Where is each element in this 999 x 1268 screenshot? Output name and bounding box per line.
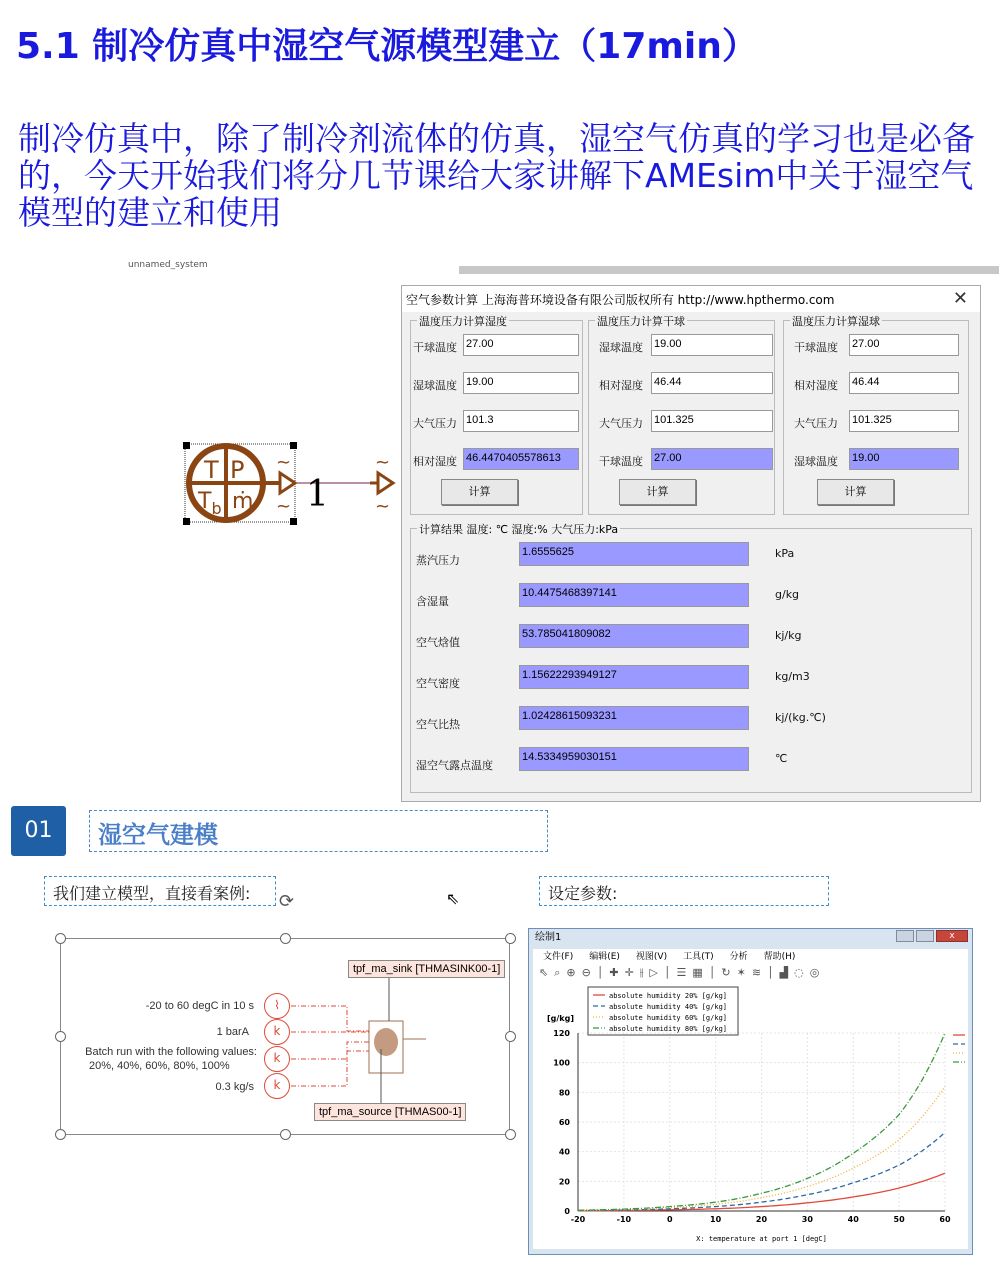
field-input[interactable]: 19.00 <box>849 448 959 470</box>
icon-letter-t: T <box>204 456 219 484</box>
tilde-icon: ~ <box>375 496 391 517</box>
field-input[interactable]: 19.00 <box>651 334 773 356</box>
field-label: 湿球温度 <box>599 341 643 354</box>
y-tick-label: 120 <box>553 1029 570 1038</box>
pressure-label: 1 barA <box>216 1026 249 1038</box>
field-input[interactable]: 101.325 <box>651 410 773 432</box>
selection-handle[interactable] <box>290 518 297 525</box>
field-label: 湿球温度 <box>794 455 838 468</box>
constant-k-2[interactable]: k <box>264 1046 290 1072</box>
result-label: 空气密度 <box>416 677 460 690</box>
maximize-button[interactable] <box>916 930 934 942</box>
result-label: 空气比热 <box>416 718 460 731</box>
tilde-icon: ~ <box>276 496 292 517</box>
result-label: 湿空气露点温度 <box>416 759 493 772</box>
port-arrow-icon <box>378 473 393 493</box>
dialog-title: 空气参数计算 上海海普环境设备有限公司版权所有 http://www.hpthermo.com <box>406 293 835 307</box>
calculate-button[interactable]: 计算 <box>441 479 518 505</box>
temp-ramp-label: -20 to 60 degC in 10 s <box>145 1000 254 1012</box>
minimize-button[interactable] <box>896 930 914 942</box>
x-tick-label: 40 <box>847 1215 859 1224</box>
result-unit: kj/kg <box>775 629 802 642</box>
y-tick-label: 40 <box>558 1147 570 1157</box>
field-label: 干球温度 <box>794 341 838 354</box>
legend-entry: absolute humidity 80% [g/kg] <box>609 1025 728 1033</box>
field-input[interactable]: 27.00 <box>651 448 773 470</box>
menu-item[interactable]: 帮助(H) <box>763 952 796 962</box>
cursor-icon: ⇖ <box>446 889 460 908</box>
result-value[interactable]: 1.15622293949127 <box>519 665 749 689</box>
x-tick-label: -10 <box>616 1215 632 1224</box>
result-label: 空气焓值 <box>416 636 460 649</box>
result-label: 含湿量 <box>416 595 449 608</box>
x-axis-label: X: temperature at port 1 [degC] <box>696 1235 827 1243</box>
batch-values: 20%, 40%, 60%, 80%, 100% <box>89 1060 230 1072</box>
field-input[interactable]: 101.325 <box>849 410 959 432</box>
menu-item[interactable]: 视图(V) <box>635 952 668 962</box>
result-unit: g/kg <box>775 588 800 601</box>
group-title: 温度压力计算干球 <box>597 315 685 328</box>
sink-tag[interactable]: tpf_ma_sink [THMASINK00-1] <box>348 960 505 978</box>
icon-letter-p: P <box>230 456 245 484</box>
massflow-label: 0.3 kg/s <box>215 1081 254 1093</box>
selection-handle[interactable] <box>183 442 190 449</box>
legend-entry: absolute humidity 60% [g/kg] <box>609 1014 728 1022</box>
result-value[interactable]: 53.785041809082 <box>519 624 749 648</box>
result-unit: ℃ <box>775 752 788 765</box>
humidity-chart <box>533 983 968 1249</box>
field-label: 湿球温度 <box>413 379 457 392</box>
menu-item[interactable]: 工具(T) <box>683 952 714 962</box>
menu-item[interactable]: 文件(F) <box>543 952 574 962</box>
x-tick-label: 50 <box>893 1215 905 1224</box>
system-name: unnamed_system <box>128 260 208 270</box>
y-axis-label: [g/kg] <box>547 1014 575 1023</box>
field-input[interactable]: 46.44 <box>651 372 773 394</box>
x-tick-label: 60 <box>939 1215 951 1224</box>
field-input[interactable]: 27.00 <box>849 334 959 356</box>
calculate-button[interactable]: 计算 <box>817 479 894 505</box>
field-label: 大气压力 <box>599 417 643 430</box>
x-tick-label: 10 <box>710 1215 722 1224</box>
icon-letter-tb: $T_b$ <box>198 489 222 518</box>
constant-k-1[interactable]: k <box>264 1019 290 1045</box>
group-0 <box>410 315 583 515</box>
moist-air-source-component[interactable] <box>180 440 405 530</box>
batch-label: Batch run with the following values: <box>85 1046 257 1058</box>
field-label: 相对湿度 <box>794 379 838 392</box>
group-1 <box>588 315 775 515</box>
field-label: 相对湿度 <box>599 379 643 392</box>
field-input[interactable]: 46.44 <box>849 372 959 394</box>
field-label: 干球温度 <box>413 341 457 354</box>
x-tick-label: -20 <box>570 1215 586 1224</box>
legend-entry: absolute humidity 40% [g/kg] <box>609 1003 728 1011</box>
field-label: 相对湿度 <box>413 455 457 468</box>
cloud-icon <box>374 1028 398 1056</box>
group-title: 温度压力计算湿球 <box>792 315 880 328</box>
field-input[interactable]: 19.00 <box>463 372 579 394</box>
constant-k-3[interactable]: k <box>264 1073 290 1099</box>
plot-window <box>528 928 973 1255</box>
section-title: 湿空气建模 <box>89 810 548 852</box>
x-tick-label: 0 <box>666 1215 673 1224</box>
result-label: 蒸汽压力 <box>416 554 460 567</box>
result-unit: kPa <box>775 547 795 560</box>
intro-text: 制冷仿真中，除了制冷剂流体的仿真，湿空气仿真的学习也是必备的，今天开始我们将分几节课给大家讲解下AMEsim中关于湿空气模型的建立和使用 <box>18 119 975 232</box>
air-parameter-dialog <box>401 285 981 802</box>
x-tick-label: 20 <box>755 1215 768 1224</box>
plot-toolbar[interactable]: ⇖⌕⊕⊖│✚✛⫲▷│☰▦│↻✶≋│▟◌◎ <box>539 966 826 979</box>
rotate-handle-icon[interactable]: ⟳ <box>279 891 295 912</box>
component-number: 1 <box>306 474 329 515</box>
result-value[interactable]: 1.6555625 <box>519 542 749 566</box>
field-label: 大气压力 <box>794 417 838 430</box>
results-group <box>410 523 972 793</box>
plot-window-title: 绘制1 <box>535 932 562 943</box>
ramp-signal-icon[interactable]: ⌇ <box>264 993 290 1019</box>
calculate-button[interactable]: 计算 <box>619 479 696 505</box>
selection-handle[interactable] <box>290 442 297 449</box>
field-input[interactable]: 27.00 <box>463 334 579 356</box>
divider <box>459 266 999 274</box>
model-diagram[interactable] <box>60 938 510 1135</box>
source-tag[interactable]: tpf_ma_source [THMAS00-1] <box>314 1103 466 1121</box>
group-title: 温度压力计算湿度 <box>419 315 507 328</box>
result-value[interactable]: 10.4475468397141 <box>519 583 749 607</box>
page-title: 5.1 制冷仿真中湿空气源模型建立（17min） <box>16 26 758 67</box>
selection-handle[interactable] <box>183 518 190 525</box>
legend-entry: absolute humidity 20% [g/kg] <box>609 992 728 1000</box>
field-label: 干球温度 <box>599 455 643 468</box>
section-number: 01 <box>11 806 66 856</box>
y-tick-label: 60 <box>558 1118 570 1127</box>
field-label: 大气压力 <box>413 417 457 430</box>
result-value[interactable]: 14.5334959030151 <box>519 747 749 771</box>
y-tick-label: 0 <box>564 1207 570 1216</box>
menu-item[interactable]: 编辑(E) <box>589 952 620 962</box>
result-unit: kg/m3 <box>775 670 810 683</box>
close-button[interactable]: x <box>936 930 968 942</box>
note-right: 设定参数: <box>539 876 829 906</box>
group-2 <box>783 315 969 515</box>
y-tick-label: 20 <box>558 1177 570 1187</box>
result-value[interactable]: 1.02428615093231 <box>519 706 749 730</box>
port-arrow-icon <box>280 473 295 493</box>
field-input[interactable]: 46.4470405578613 <box>463 448 579 470</box>
result-unit: kj/(kg.℃) <box>775 711 826 724</box>
x-tick-label: 30 <box>801 1215 813 1224</box>
icon-letter-m: ṁ <box>232 489 254 514</box>
tilde-icon: ~ <box>276 452 292 473</box>
field-input[interactable]: 101.3 <box>463 410 579 432</box>
y-tick-label: 100 <box>553 1058 570 1068</box>
tilde-icon: ~ <box>375 452 391 473</box>
y-tick-label: 80 <box>558 1088 570 1098</box>
close-icon[interactable]: ✕ <box>952 288 968 309</box>
results-title: 计算结果 温度: ℃ 湿度:% 大气压力:kPa <box>419 523 619 536</box>
note-left: 我们建立模型，直接看案例: <box>44 876 276 906</box>
menu-item[interactable]: 分析 <box>729 952 748 962</box>
